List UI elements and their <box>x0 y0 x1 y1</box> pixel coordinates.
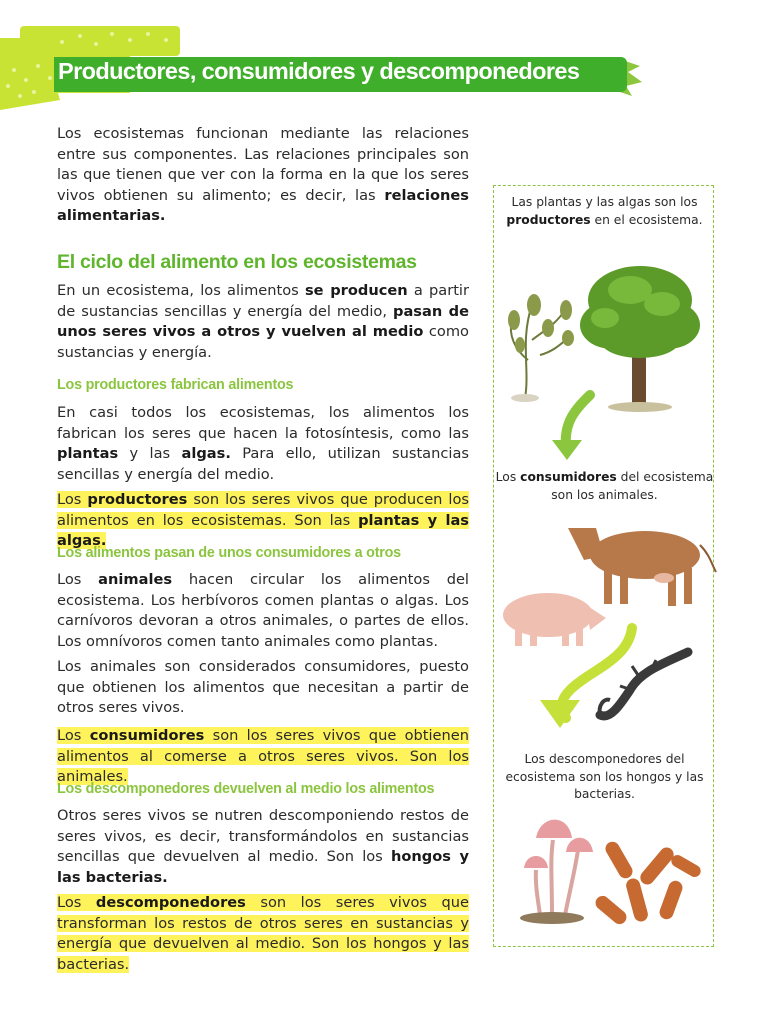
section-heading: El ciclo del alimento en los ecosistemas <box>57 251 417 273</box>
productores-heading: Los productores fabrican alimentos <box>57 377 294 393</box>
descomponedores-paragraph: Otros seres vivos se nutren descomponiendo restos de seres vivos, es decir, transformándolos en sustancias sencillas que devuelven al medio. Son los hongos y las bacterias. <box>57 807 469 886</box>
productores-paragraph: En casi todos los ecosistemas, los alimentos los fabrican los seres que hacen la fotosíntesis, como las plantas y las algas. Para ello, utilizan sustancias sencillas y energía del medio. <box>57 404 469 483</box>
page-title: Productores, consumidores y descomponedores <box>58 58 580 84</box>
descomponedores-highlight: Los descomponedores son los seres vivos que transforman los restos de otros seres en sustancias y energía que devuelven al medio. Son los hongos y las bacterias. <box>57 894 469 973</box>
bacteria-illustration <box>593 839 703 927</box>
intro-bold: relaciones alimentarias. <box>57 186 469 225</box>
descomponedores-heading: Los descomponedores devuelven al medio los alimentos <box>57 781 435 797</box>
caption-productores: Las plantas y las algas son los productores en el ecosistema. <box>506 195 703 227</box>
pig-illustration <box>503 593 606 646</box>
section-paragraph: En un ecosistema, los alimentos se producen a partir de sustancias sencillas y energía del medio, pasan de unos seres vivos a otros y vuelven al medio como sustancias y energía. <box>57 282 469 361</box>
tree-illustration <box>580 266 700 412</box>
intro-text: Los ecosistemas funcionan mediante las relaciones entre sus componentes. Las relaciones principales son las que tienen que ver con la forma en la que los seres vivos obtienen su alimento; es decir, las <box>57 125 469 204</box>
consumidores-highlight: Los consumidores son los seres vivos que obtienen alimentos al comerse a otros seres vivos. Son los animales. <box>57 727 470 786</box>
consumidores-paragraph: Los animales hacen circular los alimentos del ecosistema. Los herbívoros comen plantas o algas. Los carnívoros devoran a otros animales, o partes de ellos. Los omnívoros comen tanto animales como plantas. <box>57 571 469 650</box>
arrow-icon <box>552 395 590 460</box>
productores-highlight: Los productores son los seres vivos que producen los alimentos en los ecosistemas. Son las plantas y las algas. <box>57 491 469 550</box>
consumidores-paragraph-2: Los animales son considerados consumidores, puesto que obtienen los alimentos que necesitan a partir de otros seres vivos. <box>57 658 469 717</box>
mushroom-illustration <box>520 820 593 924</box>
caption-descomponedores: Los descomponedores del ecosistema son los hongos y las bacterias. <box>505 752 704 801</box>
consumidores-heading: Los alimentos pasan de unos consumidores a otros <box>57 545 401 561</box>
caption-consumidores: Los consumidores del ecosistema son los animales. <box>495 470 714 502</box>
cow-illustration <box>568 528 716 606</box>
